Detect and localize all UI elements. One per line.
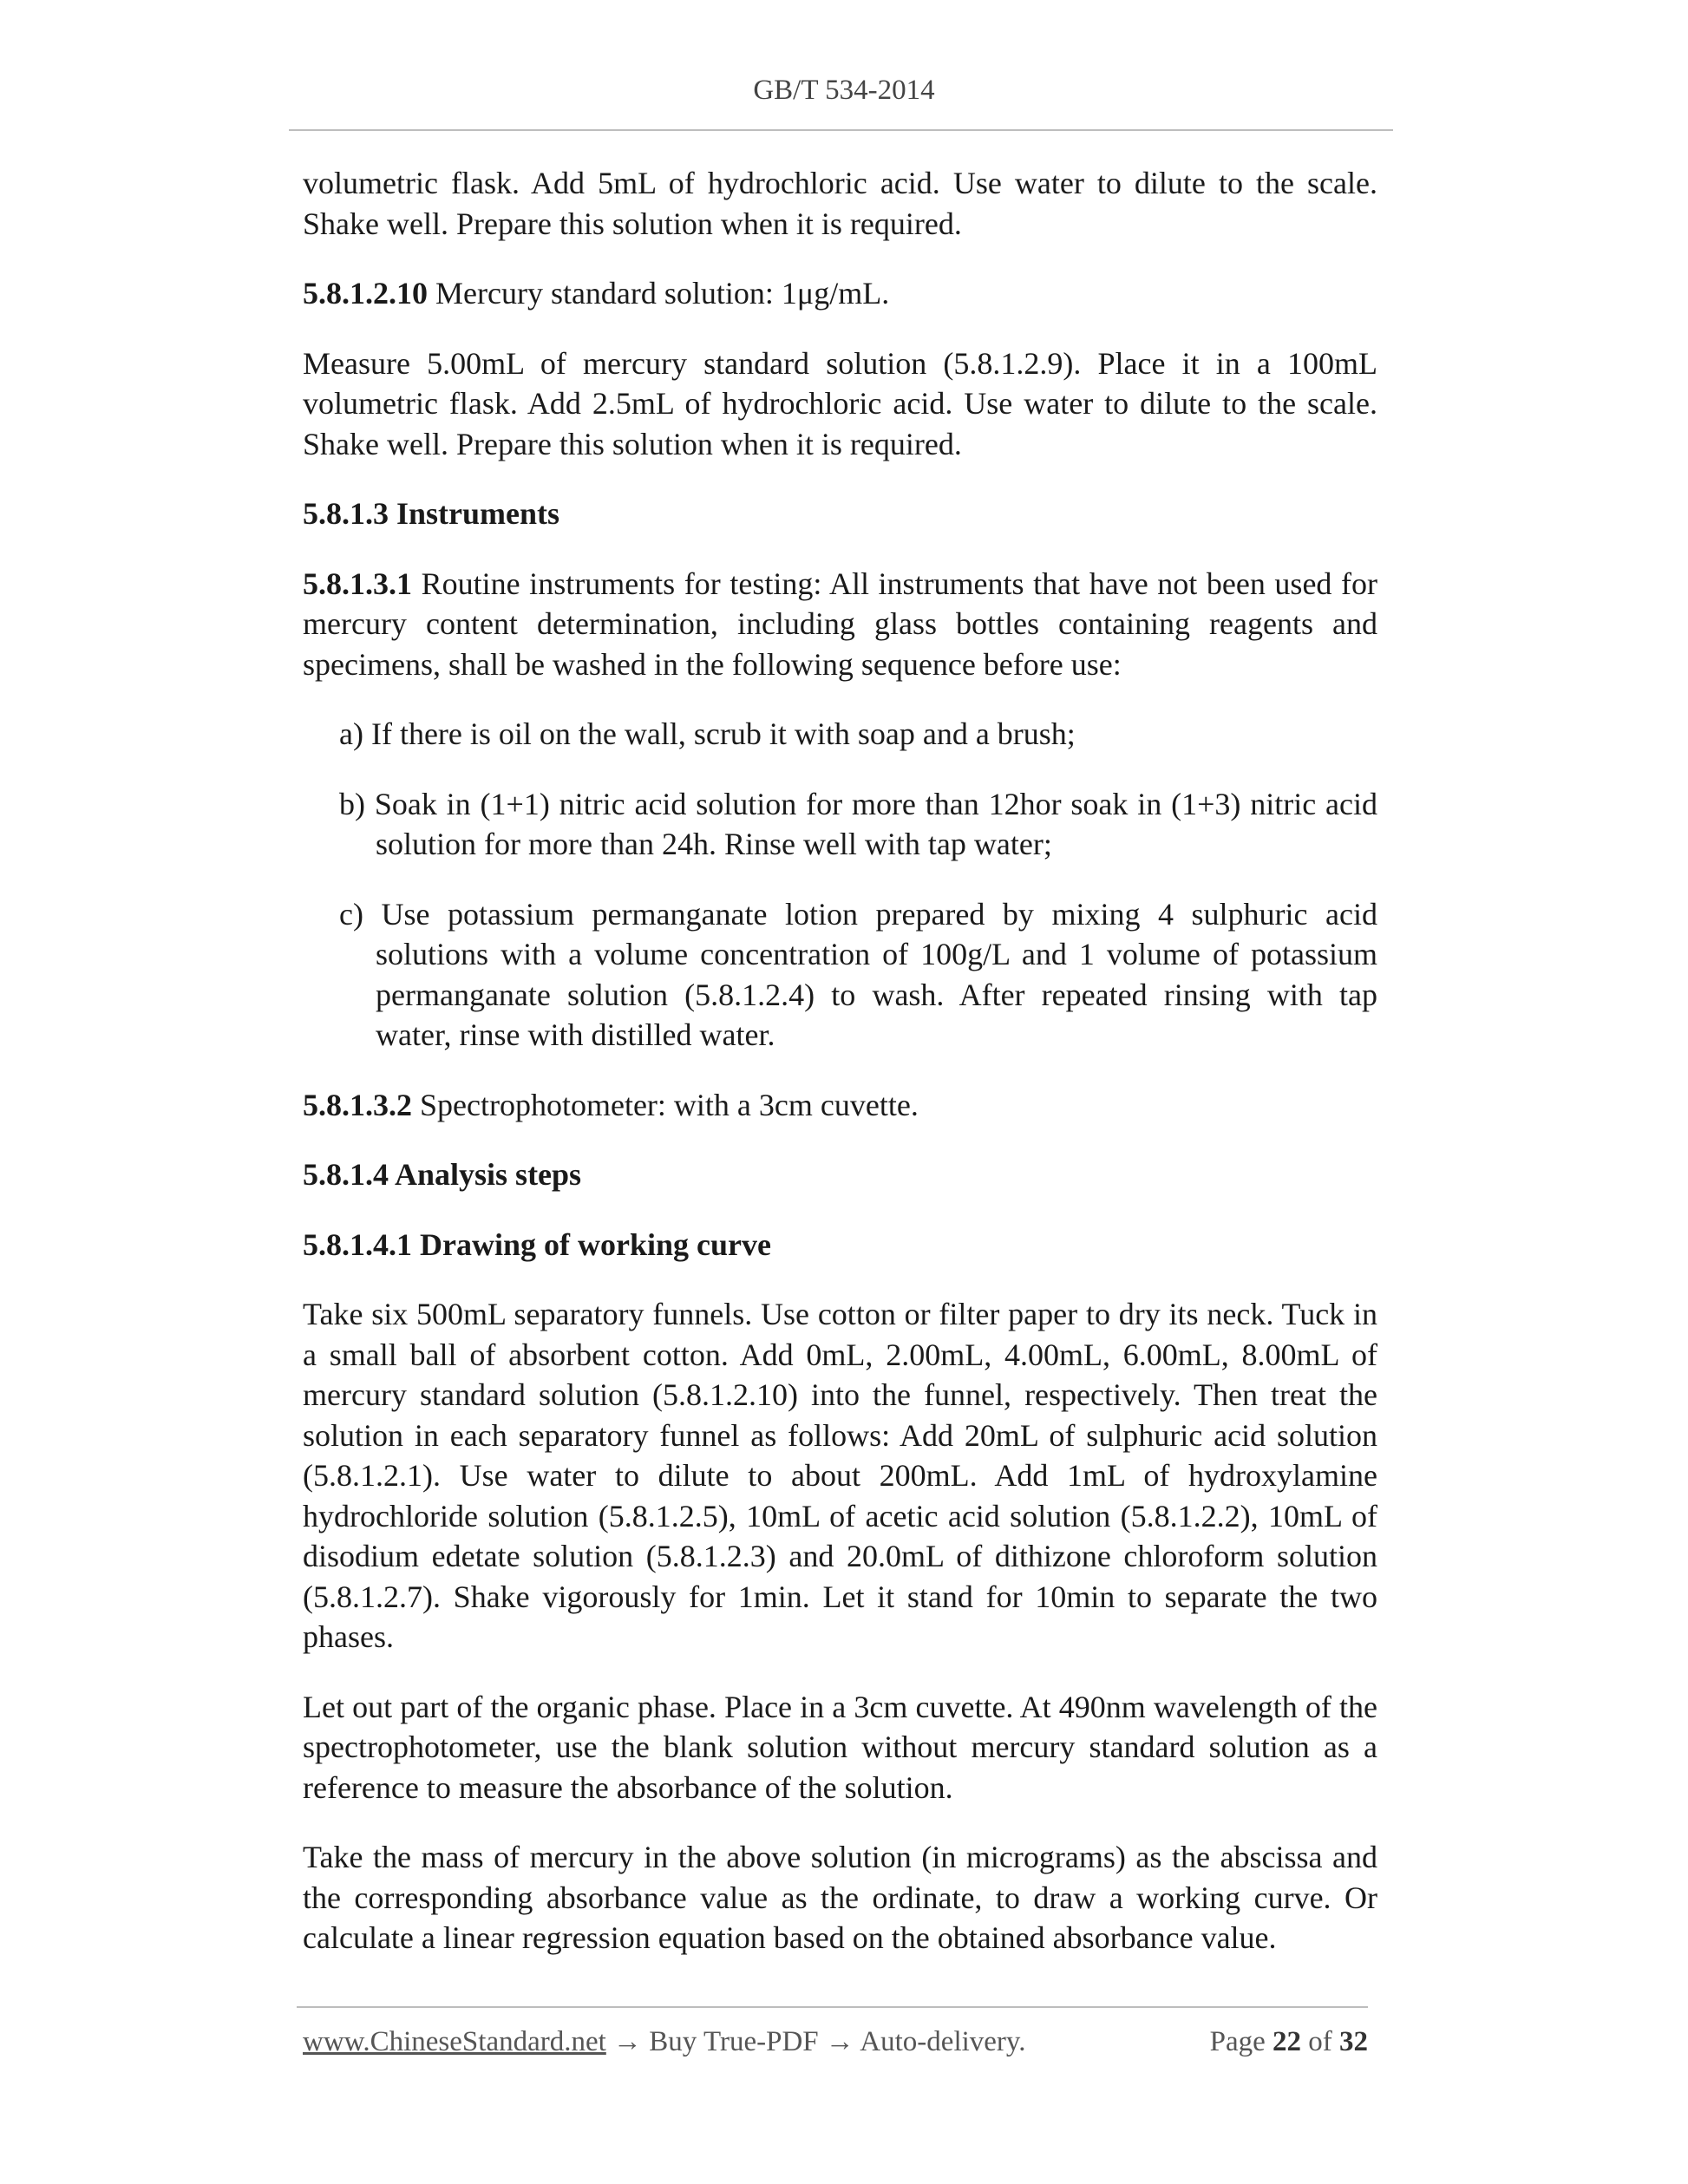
paragraph: Measure 5.00mL of mercury standard solution (5.8.1.2.9). Place it in a 100mL volumetric flask. Add 2.5mL of hydrochloric acid. Use water to dilute to the scale. Shake well. Prepare this solution when it is required. (303, 345, 1377, 461)
current-page: 22 (1273, 2026, 1301, 2057)
header-divider (289, 129, 1393, 131)
section-heading-instruments: 5.8.1.3 Instruments (303, 496, 560, 531)
list-item-a: a) If there is oil on the wall, scrub it with soap and a brush; (339, 716, 1076, 751)
section-heading-analysis-steps: 5.8.1.4 Analysis steps (303, 1157, 582, 1192)
section-heading-working-curve: 5.8.1.4.1 Drawing of working curve (303, 1226, 771, 1262)
list-item-c: c) Use potassium permanganate lotion prepared by mixing 4 sulphuric acid solutions with a volume concentration of 100g/L and 1 volume of potassium permanganate solution (5.8.1.2.4) to wash. After repeated rinsing with tap water, rinse with distilled water. (339, 896, 1377, 1052)
page-footer (303, 2026, 1368, 2058)
clause-text: Spectrophotometer: with a 3cm cuvette. (412, 1087, 919, 1122)
clause-text: Mercury standard solution: 1μg/mL. (428, 276, 890, 311)
list-item-b: b) Soak in (1+1) nitric acid solution for more than 12hor soak in (1+3) nitric acid solution for more than 24h. Rinse well with tap water; (339, 786, 1377, 861)
paragraph: Take six 500mL separatory funnels. Use cotton or filter paper to dry its neck. Tuck in a small ball of absorbent cotton. Add 0mL, 2.00mL, 4.00mL, 6.00mL, 8.00mL of mercury standard solution (5.8.1.2.10) into the funnel, respectively. Then treat the solution in each separatory funnel as follows: Add 20mL of sulphuric acid solution (5.8.1.2.1). Use water to dilute to about 200mL. Add 1mL of hydroxylamine hydrochloride solution (5.8.1.2.5), 10mL of acetic acid solution (5.8.1.2.2), 10mL of disodium edetate solution (5.8.1.2.3) and 20.0mL of dithizone chloroform solution (5.8.1.2.7). Shake vigorously for 1min. Let it stand for 10min to separate the two phases. (303, 1297, 1377, 1654)
clause-number: 5.8.1.3.2 (303, 1087, 412, 1122)
footer-promo (303, 2026, 1026, 2058)
website-link[interactable]: www.ChineseStandard.net (303, 2026, 606, 2057)
paragraph: Let out part of the organic phase. Place in a 3cm cuvette. At 490nm wavelength of the spectrophotometer, use the blank solution without mercury standard solution as a reference to measure the absorbance of the solution. (303, 1689, 1377, 1805)
paragraph: volumetric flask. Add 5mL of hydrochloric acid. Use water to dilute to the scale. Shake well. Prepare this solution when it is required. (303, 166, 1377, 241)
clause-number: 5.8.1.3.1 (303, 566, 412, 601)
clause-text: Routine instruments for testing: All instruments that have not been used for mercury content determination, including glass bottles containing reagents and specimens, shall be washed in the following sequence before use: (303, 566, 1377, 682)
clause-5-8-1-3-1 (303, 564, 1377, 685)
footer-promo-text: → Buy True-PDF → Auto-delivery. (605, 2026, 1026, 2057)
clause-number: 5.8.1.2.10 (303, 276, 428, 311)
document-body (303, 163, 1377, 1988)
page-header: GB/T 534-2014 (753, 75, 935, 106)
total-pages: 32 (1339, 2026, 1368, 2057)
page-number: Page 22 of 32 (1209, 2026, 1368, 2057)
footer-divider (297, 2006, 1368, 2008)
clause-5-8-1-3-2 (303, 1085, 1377, 1126)
clause-5-8-1-2-10 (303, 273, 1377, 314)
paragraph: Take the mass of mercury in the above solution (in micrograms) as the abscissa and the corresponding absorbance value as the ordinate, to draw a working curve. Or calculate a linear regression equation based on the obtained absorbance value. (303, 1840, 1377, 1955)
